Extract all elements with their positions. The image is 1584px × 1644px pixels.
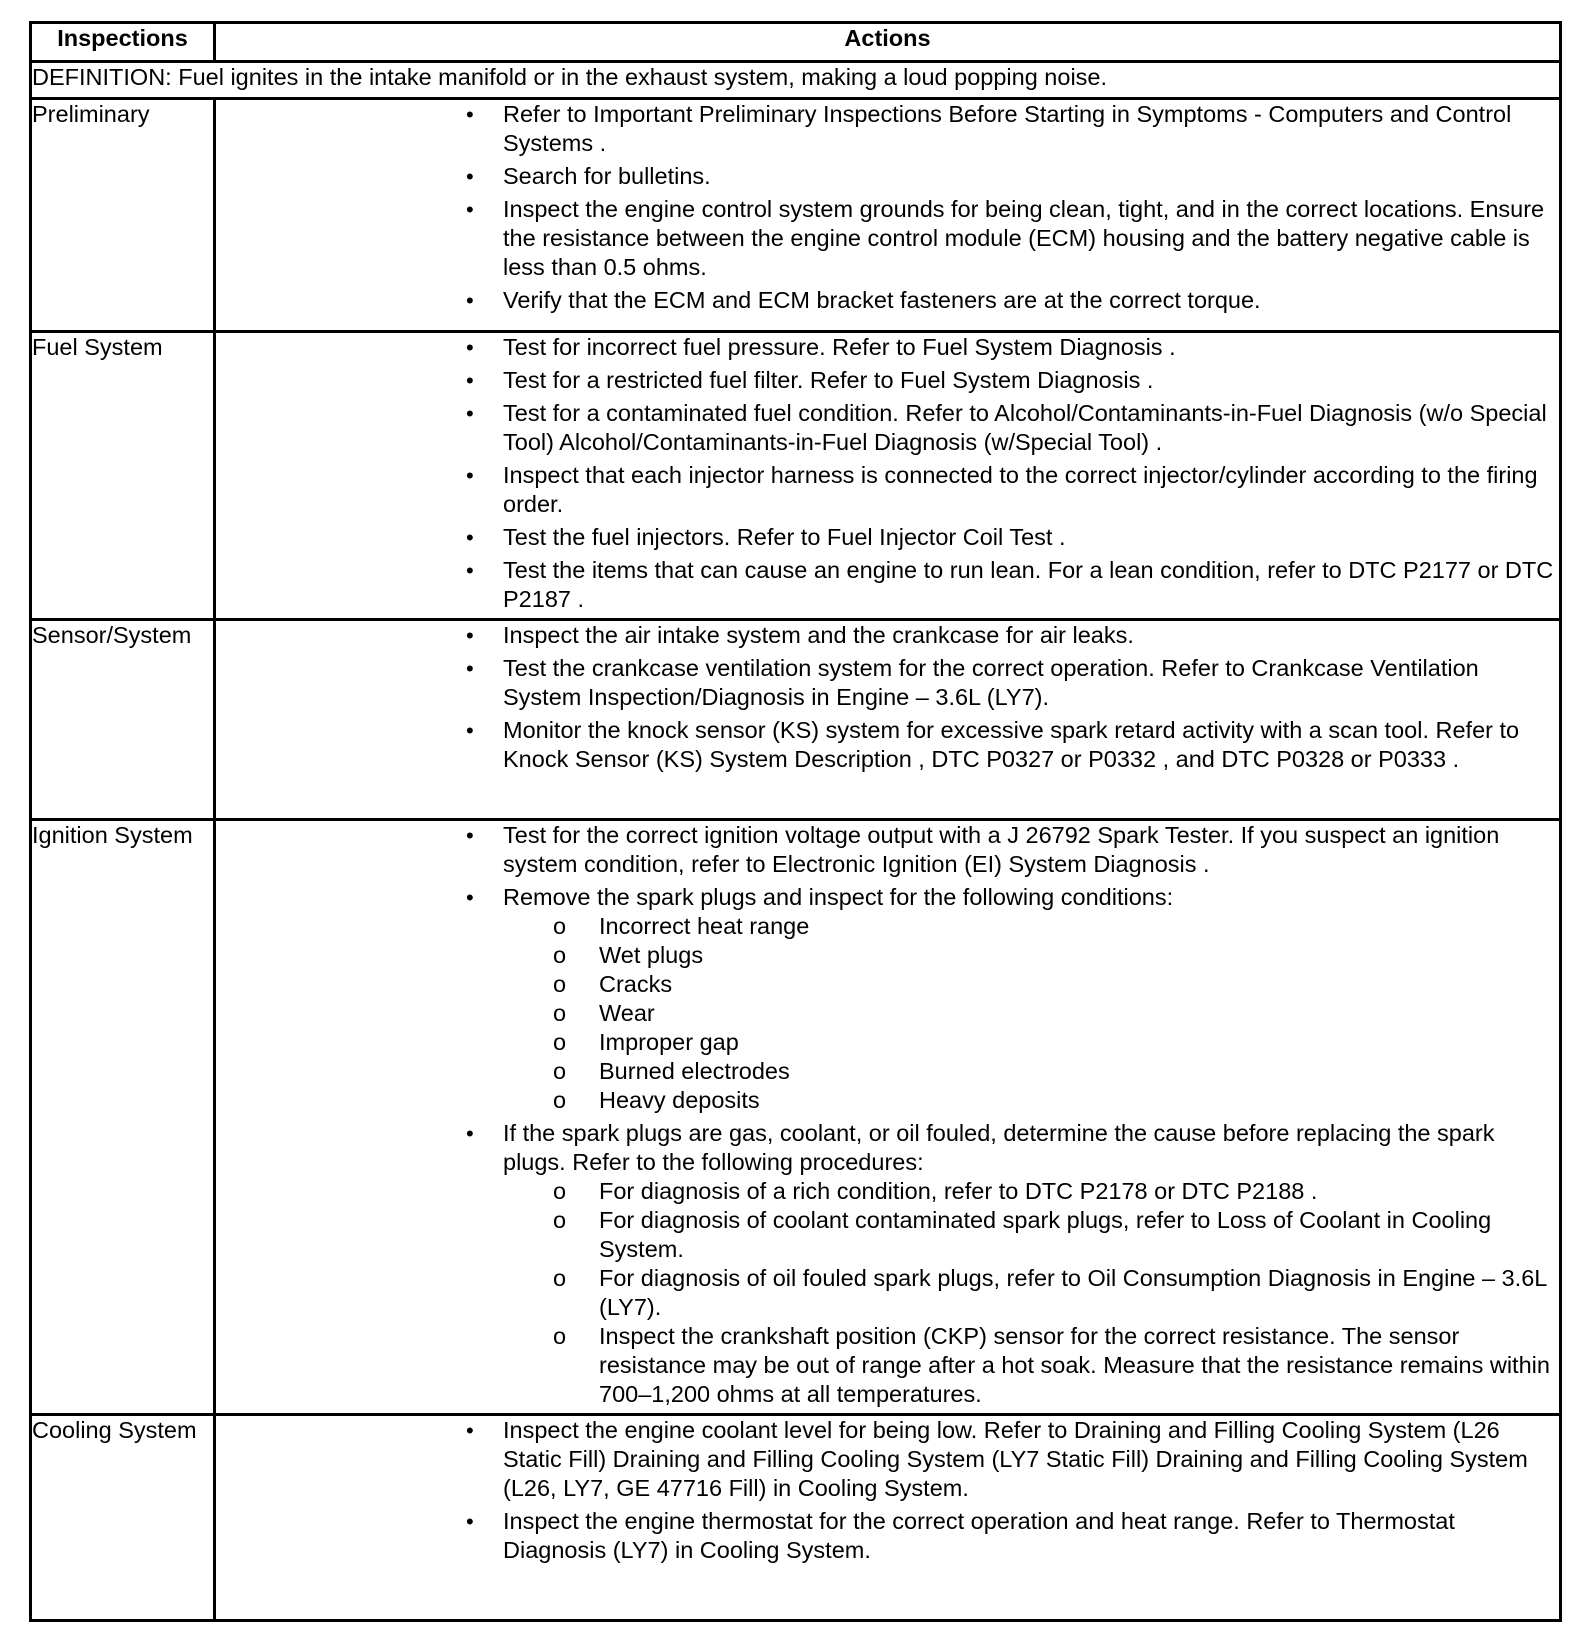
action-text: Refer to Important Preliminary Inspections Before Starting in Symptoms - Computers and Control Systems .	[503, 101, 1512, 156]
bullet-icon: •	[466, 623, 474, 648]
action-text: Test the items that can cause an engine to run lean. For a lean condition, refer to DTC P2177 or DTC P2187 .	[503, 557, 1554, 612]
action-text: Inspect that each injector harness is connected to the correct injector/cylinder according to the firing order.	[503, 462, 1538, 517]
circle-bullet-icon: o	[553, 1000, 567, 1026]
sub-item	[501, 912, 1559, 941]
table-row-fuel-system	[31, 332, 1561, 620]
action-text: Remove the spark plugs and inspect for the following conditions:	[503, 884, 1174, 910]
sub-item	[501, 1177, 1559, 1206]
circle-bullet-icon: o	[553, 1087, 567, 1113]
bullet-icon: •	[466, 1121, 474, 1146]
action-item	[216, 195, 1559, 282]
action-text: Monitor the knock sensor (KS) system for excessive spark retard activity with a scan tool. Refer to Knock Sensor (KS) System Description , DTC P0327 or P0332 , and DTC P0328 or P0333 .	[503, 717, 1520, 772]
table-row-sensor-system	[31, 620, 1561, 820]
sub-item-text: Cracks	[599, 971, 673, 997]
actions-cell	[215, 1415, 1561, 1621]
sub-item-text: Incorrect heat range	[599, 913, 810, 939]
action-list	[216, 1416, 1559, 1565]
action-list	[216, 821, 1559, 1409]
sub-item-text: Wear	[599, 1000, 655, 1026]
action-text: Test for the correct ignition voltage output with a J 26792 Spark Tester. If you suspect an ignition system condition, refer to Electronic Ignition (EI) System Diagnosis .	[503, 822, 1500, 877]
action-item	[216, 621, 1559, 650]
bullet-icon: •	[466, 368, 474, 393]
sub-list	[503, 1177, 1559, 1409]
actions-cell	[215, 820, 1561, 1415]
inspection-label: Ignition System	[31, 820, 215, 1415]
action-item	[216, 1507, 1559, 1565]
action-text: Test for a contaminated fuel condition. Refer to Alcohol/Contaminants-in-Fuel Diagnosis (w/o Special Tool) Alcohol/Contaminants-in-Fuel Diagnosis (w/Special Tool) .	[503, 400, 1547, 455]
actions-cell	[215, 99, 1561, 332]
actions-cell	[215, 620, 1561, 820]
inspection-label: Sensor/System	[31, 620, 215, 820]
table-row-ignition-system	[31, 820, 1561, 1415]
action-text: Inspect the engine thermostat for the correct operation and heat range. Refer to Thermostat Diagnosis (LY7) in Cooling System.	[503, 1508, 1455, 1563]
bullet-icon: •	[466, 463, 474, 488]
circle-bullet-icon: o	[553, 913, 567, 939]
action-text: Search for bulletins.	[503, 163, 711, 189]
action-text: Verify that the ECM and ECM bracket fasteners are at the correct torque.	[503, 287, 1261, 313]
sub-item-text: Inspect the crankshaft position (CKP) sensor for the correct resistance. The sensor resistance may be out of range after a hot soak. Measure that the resistance remains within 700–1,200 ohms at all temperatures.	[599, 1323, 1550, 1407]
definition-row	[31, 62, 1561, 99]
bullet-icon: •	[466, 558, 474, 583]
sub-item-text: For diagnosis of coolant contaminated spark plugs, refer to Loss of Coolant in Cooling System.	[599, 1207, 1492, 1262]
sub-item	[501, 999, 1559, 1028]
action-list	[216, 333, 1559, 614]
table-row-preliminary	[31, 99, 1561, 332]
action-item	[216, 333, 1559, 362]
circle-bullet-icon: o	[553, 1207, 567, 1233]
sub-item-text: Heavy deposits	[599, 1087, 760, 1113]
action-item	[216, 286, 1559, 315]
definition-text: DEFINITION: Fuel ignites in the intake manifold or in the exhaust system, making a loud popping noise.	[31, 62, 1561, 99]
sub-item-text: For diagnosis of oil fouled spark plugs, refer to Oil Consumption Diagnosis in Engine – 3.6L (LY7).	[599, 1265, 1547, 1320]
sub-item	[501, 941, 1559, 970]
sub-item	[501, 1057, 1559, 1086]
sub-item	[501, 1322, 1559, 1409]
bullet-icon: •	[466, 164, 474, 189]
sub-item-text: For diagnosis of a rich condition, refer to DTC P2178 or DTC P2188 .	[599, 1178, 1318, 1204]
bullet-icon: •	[466, 197, 474, 222]
action-item	[216, 821, 1559, 879]
bullet-icon: •	[466, 335, 474, 360]
sub-item	[501, 1028, 1559, 1057]
action-item	[216, 654, 1559, 712]
action-item	[216, 366, 1559, 395]
action-list	[216, 621, 1559, 774]
action-item	[216, 556, 1559, 614]
action-text: Test for incorrect fuel pressure. Refer to Fuel System Diagnosis .	[503, 334, 1176, 360]
sub-item	[501, 970, 1559, 999]
sub-list	[503, 912, 1559, 1115]
table-row-cooling-system	[31, 1415, 1561, 1621]
action-item	[216, 883, 1559, 1115]
action-text: If the spark plugs are gas, coolant, or oil fouled, determine the cause before replacing the spark plugs. Refer to the following procedures:	[503, 1120, 1495, 1175]
action-item	[216, 716, 1559, 774]
bullet-icon: •	[466, 1418, 474, 1443]
action-text: Inspect the engine control system grounds for being clean, tight, and in the correct locations. Ensure the resistance between the engine control module (ECM) housing and the battery negative cable is less than 0.5 ohms.	[503, 196, 1545, 280]
action-text: Test the fuel injectors. Refer to Fuel Injector Coil Test .	[503, 524, 1066, 550]
actions-cell	[215, 332, 1561, 620]
bullet-icon: •	[466, 718, 474, 743]
action-text: Inspect the air intake system and the crankcase for air leaks.	[503, 622, 1134, 648]
bullet-icon: •	[466, 525, 474, 550]
action-item	[216, 162, 1559, 191]
bullet-icon: •	[466, 1509, 474, 1534]
action-text: Test for a restricted fuel filter. Refer to Fuel System Diagnosis .	[503, 367, 1154, 393]
header-row	[31, 23, 1561, 62]
action-item	[216, 461, 1559, 519]
inspection-label: Fuel System	[31, 332, 215, 620]
sub-item	[501, 1264, 1559, 1322]
inspection-label: Preliminary	[31, 99, 215, 332]
inspection-label: Cooling System	[31, 1415, 215, 1621]
action-item	[216, 523, 1559, 552]
circle-bullet-icon: o	[553, 1058, 567, 1084]
bullet-icon: •	[466, 823, 474, 848]
action-list	[216, 100, 1559, 315]
header-inspections: Inspections	[31, 23, 215, 62]
diagnostic-table	[29, 21, 1562, 1622]
bullet-icon: •	[466, 656, 474, 681]
circle-bullet-icon: o	[553, 1265, 567, 1291]
action-item	[216, 100, 1559, 158]
sub-item-text: Burned electrodes	[599, 1058, 790, 1084]
bullet-icon: •	[466, 288, 474, 313]
circle-bullet-icon: o	[553, 942, 567, 968]
action-text: Inspect the engine coolant level for being low. Refer to Draining and Filling Cooling System (L26 Static Fill) Draining and Filling Cooling System (LY7 Static Fill) Draining and Filling Cooling System (L26, LY7, GE 47716 Fill) in Cooling System.	[503, 1417, 1528, 1501]
circle-bullet-icon: o	[553, 1323, 567, 1349]
bullet-icon: •	[466, 885, 474, 910]
header-actions: Actions	[215, 23, 1561, 62]
circle-bullet-icon: o	[553, 1029, 567, 1055]
sub-item-text: Improper gap	[599, 1029, 739, 1055]
bullet-icon: •	[466, 401, 474, 426]
bullet-icon: •	[466, 102, 474, 127]
action-item	[216, 1119, 1559, 1409]
action-item	[216, 399, 1559, 457]
action-item	[216, 1416, 1559, 1503]
sub-item	[501, 1206, 1559, 1264]
circle-bullet-icon: o	[553, 1178, 567, 1204]
circle-bullet-icon: o	[553, 971, 567, 997]
sub-item-text: Wet plugs	[599, 942, 704, 968]
sub-item	[501, 1086, 1559, 1115]
action-text: Test the crankcase ventilation system for the correct operation. Refer to Crankcase Ventilation System Inspection/Diagnosis in Engine – 3.6L (LY7).	[503, 655, 1479, 710]
